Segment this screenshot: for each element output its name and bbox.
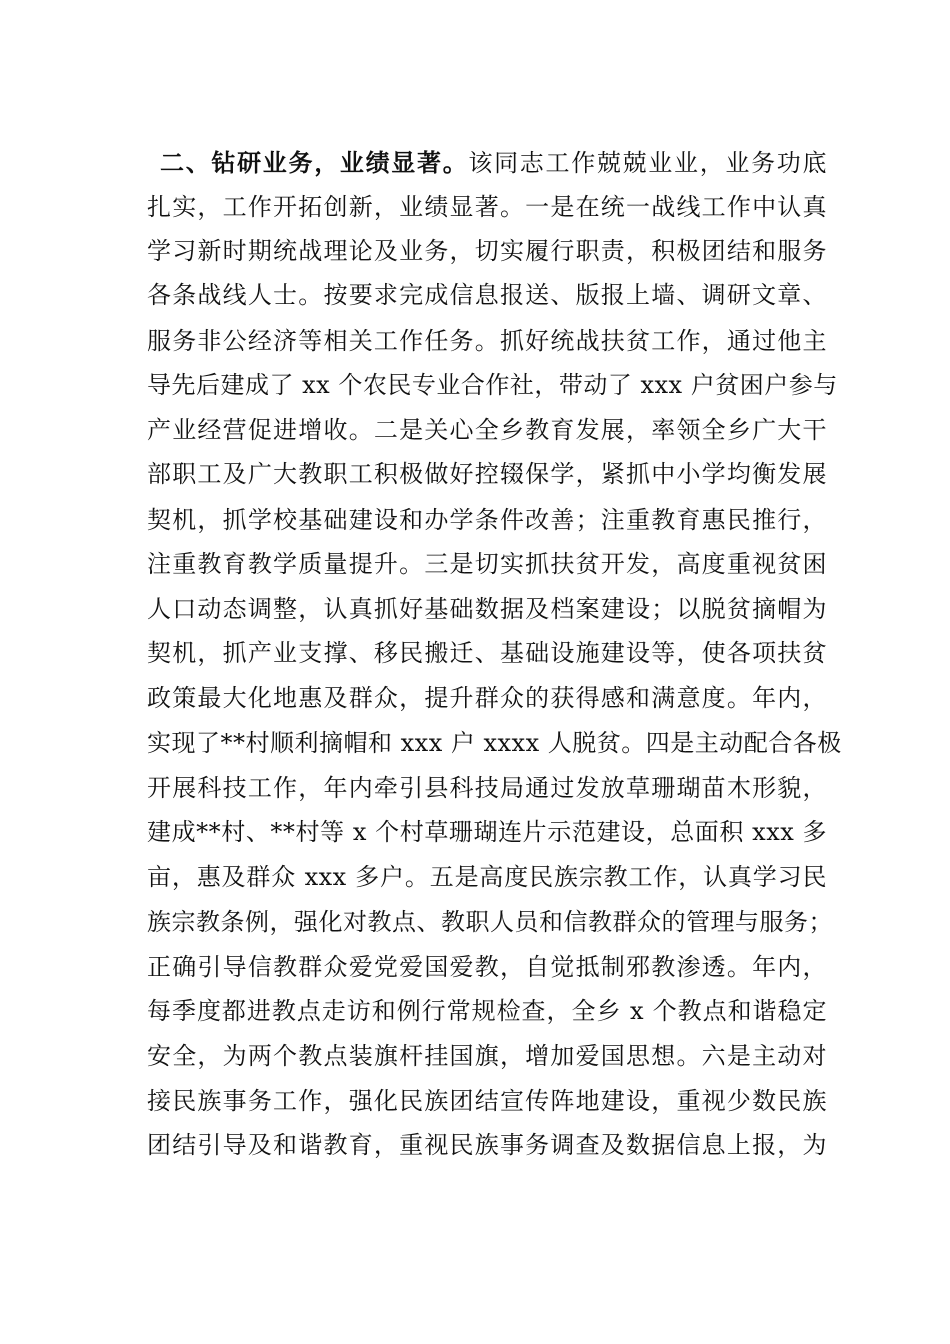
paragraph-line: 安全，为两个教点装旗杆挂国旗，增加爱国思想。六是主动对 <box>147 1042 827 1070</box>
paragraph-line: 人口动态调整，认真抓好基础数据及档案建设；以脱贫摘帽为 <box>147 595 827 623</box>
paragraph-line: 每季度都进教点走访和例行常规检查，全乡 x 个教点和谐稳定 <box>147 997 827 1025</box>
paragraph-line: 建成**村、**村等 x 个村草珊瑚连片示范建设，总面积 xxx 多 <box>147 818 827 846</box>
paragraph-line: 注重教育教学质量提升。三是切实抓扶贫开发，高度重视贫困 <box>147 550 827 578</box>
paragraph-line: 正确引导信教群众爱党爱国爱教，自觉抵制邪教渗透。年内， <box>147 953 827 981</box>
line-text: 该同志工作兢兢业业，业务功底 <box>468 149 828 177</box>
paragraph-line: 服务非公经济等相关工作任务。抓好统战扶贫工作，通过他主 <box>147 327 827 355</box>
section-heading: 二、钻研业务，业绩显著。 <box>160 149 469 177</box>
paragraph-line: 实现了**村顺利摘帽和 xxx 户 xxxx 人脱贫。四是主动配合各极 <box>147 729 842 757</box>
paragraph-line: 契机，抓产业支撑、移民搬迁、基础设施建设等，使各项扶贫 <box>147 639 827 667</box>
paragraph-line: 部职工及广大教职工积极做好控辍保学，紧抓中小学均衡发展 <box>147 460 827 488</box>
paragraph-line: 政策最大化地惠及群众，提升群众的获得感和满意度。年内， <box>147 684 827 712</box>
paragraph-line: 学习新时期统战理论及业务，切实履行职责，积极团结和服务 <box>147 237 827 265</box>
paragraph-line: 导先后建成了 xx 个农民专业合作社，带动了 xxx 户贫困户参与 <box>147 371 838 399</box>
paragraph-line: 各条战线人士。按要求完成信息报送、版报上墙、调研文章、 <box>147 281 827 309</box>
paragraph-line <box>160 141 827 185</box>
paragraph-line: 产业经营促进增收。二是关心全乡教育发展，率领全乡广大干 <box>147 416 827 444</box>
paragraph-line: 契机，抓学校基础建设和办学条件改善；注重教育惠民推行， <box>147 506 827 534</box>
paragraph-line: 族宗教条例，强化对教点、教职人员和信教群众的管理与服务； <box>147 908 833 936</box>
paragraph-line: 扎实，工作开拓创新，业绩显著。一是在统一战线工作中认真 <box>147 193 827 221</box>
paragraph-line: 团结引导及和谐教育，重视民族事务调查及数据信息上报，为 <box>147 1131 827 1159</box>
paragraph-line: 开展科技工作，年内牵引县科技局通过发放草珊瑚苗木形貌， <box>147 774 827 802</box>
paragraph-line: 亩，惠及群众 xxx 多户。五是高度民族宗教工作，认真学习民 <box>147 863 827 891</box>
paragraph-line: 接民族事务工作，强化民族团结宣传阵地建设，重视少数民族 <box>147 1087 827 1115</box>
